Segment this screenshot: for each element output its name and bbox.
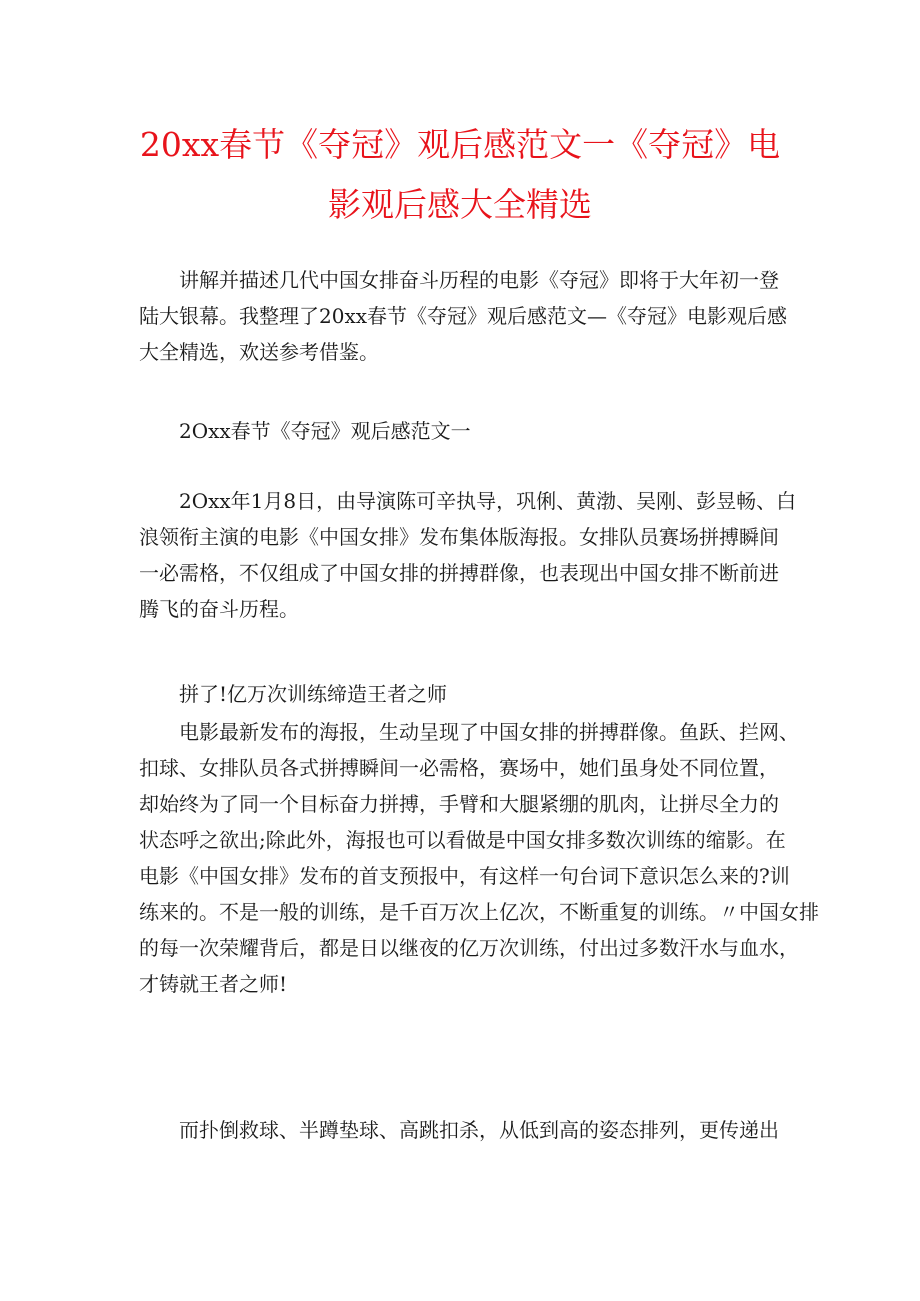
intro-paragraph — [139, 262, 789, 370]
paragraph-3 — [139, 1112, 789, 1148]
title-line-1: 20xx春节《夺冠》观后感范文一《夺冠》电 — [139, 125, 781, 164]
para2-line-8: 才铸就王者之师! — [139, 972, 288, 996]
para1-line-3: 一必需格，不仅组成了中国女排的拼搏群像，也表现出中国女排不断前进 — [139, 561, 779, 585]
para2-line-3: 却始终为了同一个目标奋力拼搏，手臂和大腿紧绷的肌肉，让拼尽全力的 — [139, 792, 779, 816]
para1-line-4: 腾飞的奋斗历程。 — [139, 597, 299, 621]
document-title — [120, 115, 800, 235]
intro-line-2: 陆大银幕。我整理了20xx春节《夺冠》观后感范文—《夺冠》电影观后感 — [139, 304, 788, 328]
intro-line-1: 讲解并描述几代中国女排奋斗历程的电影《夺冠》即将于大年初一登 — [179, 268, 779, 292]
para2-line-6: 练来的。不是一般的训练，是千百万次上亿次，不断重复的训练。〃中国女排 — [139, 900, 819, 924]
para2-line-1: 电影最新发布的海报，生动呈现了中国女排的拼搏群像。鱼跃、拦网、 — [179, 720, 799, 744]
para2-line-7: 的每一次荣耀背后，都是日以继夜的亿万次训练，付出过多数汗水与血水， — [139, 936, 799, 960]
paragraph-1 — [139, 483, 797, 627]
intro-line-3: 大全精选，欢送参考借鉴。 — [139, 340, 379, 364]
subheading: 拼了!亿万次训练缔造王者之师 — [179, 682, 448, 706]
para2-line-5: 电影《中国女排》发布的首支预报中，有这样一句台词下意识怎么来的?训 — [139, 864, 790, 888]
para2-line-2: 扣球、女排队员各式拼搏瞬间一必需格，赛场中，她们虽身处不同位置， — [139, 756, 779, 780]
title-line-2: 影观后感大全精选 — [328, 185, 592, 224]
section-heading: 2Oxx春节《夺冠》观后感范文一 — [179, 419, 471, 443]
para1-line-2: 浪领衔主演的电影《中国女排》发布集体版海报。女排队员赛场拼搏瞬间 — [139, 525, 779, 549]
paragraph-2 — [139, 714, 819, 1002]
para1-line-1: 2Oxx年1月8日，由导演陈可辛执导，巩俐、黄渤、吴刚、彭昱畅、白 — [179, 489, 797, 513]
para3-line-1: 而扑倒救球、半蹲垫球、高跳扣杀，从低到高的姿态排列，更传递出 — [179, 1118, 779, 1142]
para2-line-4: 状态呼之欲出;除此外，海报也可以看做是中国女排多数次训练的缩影。在 — [139, 828, 786, 852]
